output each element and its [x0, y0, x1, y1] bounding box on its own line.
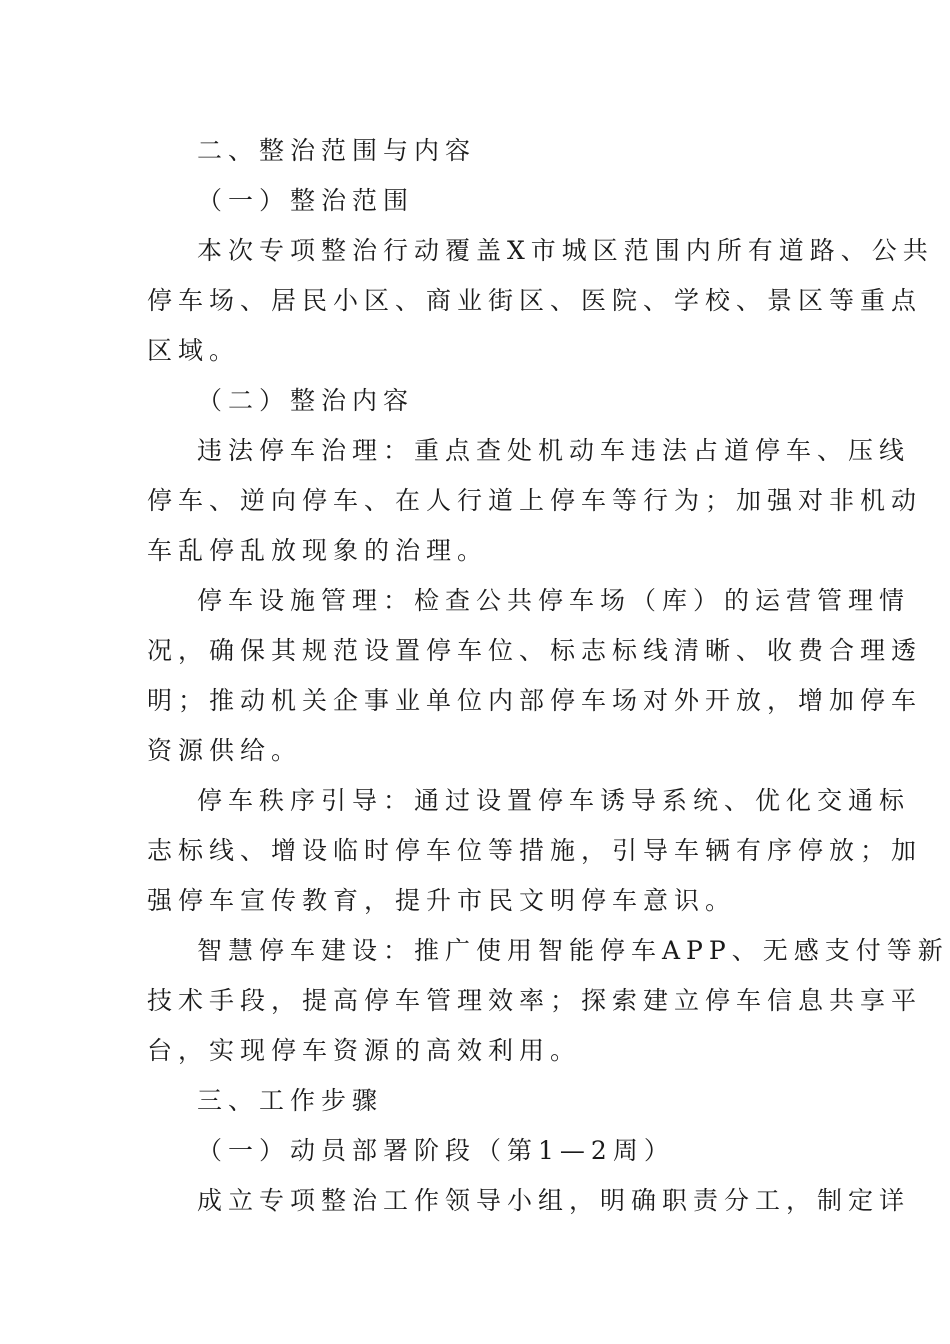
paragraph-line: 停车、逆向停车、在人行道上停车等行为；加强对非机动 — [147, 486, 923, 515]
paragraph-line: 违法停车治理：重点查处机动车违法占道停车、压线 — [197, 436, 911, 465]
paragraph-line: 况，确保其规范设置停车位、标志标线清晰、收费合理透 — [147, 636, 923, 665]
paragraph-line: 台，实现停车资源的高效利用。 — [147, 1036, 582, 1065]
paragraph-line: 志标线、增设临时停车位等措施，引导车辆有序停放；加 — [147, 836, 923, 865]
section-heading-3: 三、工作步骤 — [197, 1086, 384, 1115]
paragraph-line: 智慧停车建设：推广使用智能停车APP、无感支付等新 — [197, 936, 949, 965]
subsection-heading-scope: （一）整治范围 — [197, 186, 415, 215]
section-heading-2: 二、整治范围与内容 — [197, 136, 477, 165]
subsection-heading-phase-1: （一）动员部署阶段（第1—2周） — [197, 1136, 675, 1165]
paragraph-line: 停车场、居民小区、商业街区、医院、学校、景区等重点 — [147, 286, 923, 315]
paragraph-line: 技术手段，提高停车管理效率；探索建立停车信息共享平 — [147, 986, 923, 1015]
paragraph-line: 资源供给。 — [147, 736, 303, 765]
paragraph-line: 停车设施管理：检查公共停车场（库）的运营管理情 — [197, 586, 911, 615]
paragraph-line: 停车秩序引导：通过设置停车诱导系统、优化交通标 — [197, 786, 911, 815]
subsection-heading-content: （二）整治内容 — [197, 386, 415, 415]
paragraph-line: 车乱停乱放现象的治理。 — [147, 536, 489, 565]
paragraph-line: 区域。 — [147, 336, 241, 365]
paragraph-line: 本次专项整治行动覆盖X市城区范围内所有道路、公共 — [197, 236, 934, 265]
paragraph-line: 成立专项整治工作领导小组，明确职责分工，制定详 — [197, 1186, 911, 1215]
paragraph-line: 明；推动机关企事业单位内部停车场对外开放，增加停车 — [147, 686, 923, 715]
paragraph-line: 强停车宣传教育，提升市民文明停车意识。 — [147, 886, 737, 915]
